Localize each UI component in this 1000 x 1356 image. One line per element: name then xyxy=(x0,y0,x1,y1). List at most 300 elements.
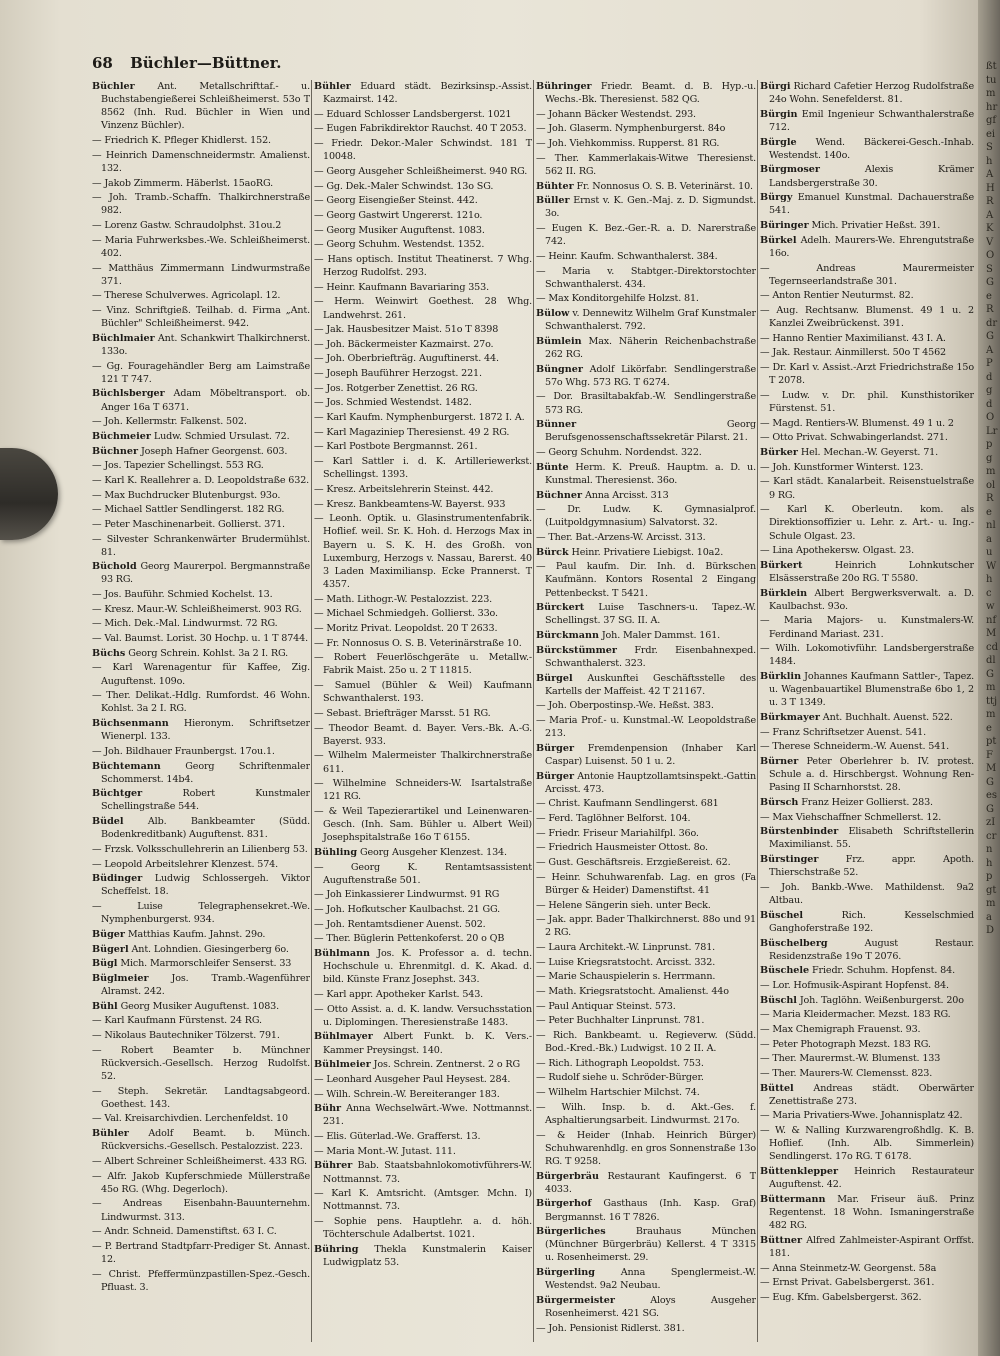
entry-surname: Büller xyxy=(536,195,570,207)
directory-entry: — Dr. Karl v. Assist.-Arzt Friedrichstraße 15o T 2078. xyxy=(760,362,974,387)
directory-entry: — Maria Kleidermacher. Mezst. 183 RG. xyxy=(760,1009,951,1021)
column-1 xyxy=(92,80,310,1342)
column-divider xyxy=(757,80,758,1342)
directory-entry: — Georg Schuhm. Nordendst. 322. xyxy=(536,447,702,459)
directory-entry: — Maria v. Stabtger.-Direktorstochter Schwanthalerst. 434. xyxy=(536,265,756,290)
entry-surname: Bürckert xyxy=(536,602,585,614)
directory-entry: — Joh. Viehkommiss. Rupperst. 81 RG. xyxy=(536,138,720,150)
directory-entry: Büchlsberger Adam Möbeltransport. ob. Anger 16a T 6371. xyxy=(92,388,310,413)
directory-entry: Büttenklepper Heinrich Restaurateur Auguftenst. 42. xyxy=(760,1166,974,1191)
entry-surname: Büchmeier xyxy=(92,430,151,442)
directory-entry: Bührer Bab. Staatsbahnlokomotivführers-W. Nottmannst. 73. xyxy=(314,1160,532,1185)
directory-entry: Bürker Hel. Mechan.-W. Geyerst. 71. xyxy=(760,447,939,459)
directory-entry: — Friedrich Hausmeister Ottost. 8o. xyxy=(536,842,708,854)
directory-entry: Bühlmayer Albert Funkt. b. K. Vers.-Kammer Preysingst. 140. xyxy=(314,1031,532,1056)
directory-entry: — Friedr. Dekor.-Maler Schwindst. 181 T 10048. xyxy=(314,138,532,163)
column-2 xyxy=(314,80,532,1342)
directory-entry: Bühler Eduard städt. Bezirksinsp.-Assist. Kazmairst. 142. xyxy=(314,81,532,106)
directory-entry: Bühringer Friedr. Beamt. d. B. Hyp.-u. Wechs.-Bk. Theresienst. 582 QG. xyxy=(536,81,756,106)
directory-entry: — Karl städt. Kanalarbeit. Reisenstuelstraße 9 RG. xyxy=(760,476,974,501)
directory-entry: — Karl Kaufm. Nymphenburgerst. 1872 I. A. xyxy=(314,412,525,424)
directory-entry: — Andreas Eisenbahn-Bauunternehm. Lindwurmst. 313. xyxy=(92,1198,310,1223)
directory-entry: Bürstinger Frz. appr. Apoth. Thierschstraße 52. xyxy=(760,854,974,879)
directory-entry: — Silvester Schrankenwärter Brudermühlst. 81. xyxy=(92,533,310,558)
directory-entry: Bümlein Max. Näherin Reichenbachstraße 262 RG. xyxy=(536,335,756,360)
directory-entry: Bünte Herm. K. Preuß. Hauptm. a. D. u. Kunstmal. Theresienst. 36o. xyxy=(536,461,756,486)
directory-entry: Büttermann Mar. Friseur äuß. Prinz Regentenst. 18 Wohn. Ismaningerstraße 482 RG. xyxy=(760,1193,974,1232)
entry-surname: Büchsenmann xyxy=(92,718,169,730)
directory-entry: — Anton Rentier Neuturmst. 82. xyxy=(760,290,914,302)
entry-surname: Bühlmeier xyxy=(314,1059,371,1071)
entry-surname: Bünte xyxy=(536,461,569,473)
directory-entry: — Karl Warenagentur für Kaffee, Zig. Auguftenst. 109o. xyxy=(92,662,310,687)
directory-entry: — Otto Privat. Schwabingerlandst. 271. xyxy=(760,432,948,444)
directory-entry: — Hans optisch. Institut Theatinerst. 7 Whg. Herzog Rudolfst. 293. xyxy=(314,253,532,279)
directory-entry: Bühler Adolf Beamt. b. Münch. Rückversichs.-Gesellsch. Pestalozzist. 223. xyxy=(92,1128,310,1153)
directory-entry: — Moritz Privat. Leopoldst. 20 T 2633. xyxy=(314,622,498,634)
entry-surname: Büchlsberger xyxy=(92,388,165,400)
directory-entry: — Joh. Bildhauer Fraunbergst. 17ou.1. xyxy=(92,745,275,757)
binding-tab xyxy=(0,448,58,540)
directory-entry: — Joh. Oberbriefträg. Auguftinerst. 44. xyxy=(314,353,499,365)
directory-entry: — Jos. Rotgerber Zenettist. 26 RG. xyxy=(314,382,478,394)
directory-entry: — & Heider (Inhab. Heinrich Bürger) Schuhwarenhdlg. en gros Sonnenstraße 13o RG. T 9258. xyxy=(536,1129,756,1167)
directory-entry: — Magd. Rentiers-W. Blumenst. 49 1 u. 2 xyxy=(760,417,954,429)
directory-entry: — Maria Mont.-W. Jutast. 111. xyxy=(314,1145,456,1157)
directory-entry: — Wilhelmine Schneiders-W. Isartalstraße 121 RG. xyxy=(314,778,532,803)
directory-entry: Bürck Heinr. Privatiere Liebigst. 10a2. xyxy=(536,546,724,558)
directory-entry: — Frzsk. Volksschullehrerin an Lilienberg 53. xyxy=(92,843,308,855)
directory-entry: Bürgin Emil Ingenieur Schwanthalerstraße 712. xyxy=(760,108,974,133)
entry-surname: Bühl xyxy=(92,1000,118,1012)
directory-entry: — Michael Sattler Sendlingerst. 182 RG. xyxy=(92,504,285,516)
entry-surname: Bürgerhof xyxy=(536,1198,592,1210)
directory-entry: — Elis. Güterlad.-We. Grafferst. 13. xyxy=(314,1131,481,1143)
directory-entry: Bühl Georg Musiker Auguftenst. 1083. xyxy=(92,1000,280,1012)
directory-entry: — Max Viehschaffner Schmellerst. 12. xyxy=(760,811,942,823)
directory-entry: Bürklein Albert Bergwerksverwalt. a. D. Kaulbachst. 93o. xyxy=(760,587,974,612)
directory-entry: — Maria Majors- u. Kunstmalers-W. Ferdinand Mariast. 231. xyxy=(760,615,974,640)
entry-surname: Büchner xyxy=(536,489,583,501)
directory-entry: — Nikolaus Bautechniker Tölzerst. 791. xyxy=(92,1029,280,1041)
directory-entry: Bürsch Franz Heizer Gollierst. 283. xyxy=(760,796,933,808)
entry-surname: Bührer xyxy=(314,1160,353,1172)
directory-entry: — Leopold Arbeitslehrer Klenzest. 574. xyxy=(92,858,279,870)
directory-entry: — Vinz. Schriftgieß. Teilhab. d. Firma „Ant. Büchler" Schleißheimerst. 942. xyxy=(92,305,310,330)
directory-entry: — Eugen Fabrikdirektor Rauchst. 40 T 2053. xyxy=(314,123,527,135)
directory-entry: — Eug. Kfm. Gabelsbergerst. 362. xyxy=(760,1291,922,1303)
entry-surname: Büschel xyxy=(760,909,804,921)
entry-surname: Büdel xyxy=(92,816,124,828)
directory-entry: — Max Konditorgehilfe Holzst. 81. xyxy=(536,293,699,305)
directory-entry: — Fr. Nonnosus O. S. B. Veterinärstraße 10. xyxy=(314,637,522,649)
entry-surname: Bürgermeister xyxy=(536,1294,615,1306)
directory-entry: — Maria Fuhrwerksbes.-We. Schleißheimerst. 402. xyxy=(92,234,310,259)
directory-entry: Bühter Fr. Nonnosus O. S. B. Veterinärst. 10. xyxy=(536,180,753,192)
directory-entry: — Georg Schuhm. Westendst. 1352. xyxy=(314,239,485,251)
directory-entry: — Karl K. Amtsricht. (Amtsger. Mchn. I) Nottmannst. 73. xyxy=(314,1188,532,1213)
entry-surname: Bürgerling xyxy=(536,1267,595,1279)
directory-entry: — Gg. Dek.-Maler Schwindst. 13o SG. xyxy=(314,180,494,192)
entry-surname: Büttel xyxy=(760,1082,794,1094)
entry-surname: Bünner xyxy=(536,419,577,431)
directory-entry: — Jos. Schmied Westendst. 1482. xyxy=(314,397,472,409)
directory-entry: — Lorenz Gastw. Schraudolphst. 31ou.2 xyxy=(92,220,282,232)
entry-surname: Büchtger xyxy=(92,788,143,800)
entry-surname: Bürckmann xyxy=(536,630,599,642)
directory-entry: Bülow v. Dennewitz Wilhelm Graf Kunstmaler Schwanthalerst. 792. xyxy=(536,308,756,333)
directory-entry: Bürgerhof Gasthaus (Inh. Kasp. Graf) Bergmannst. 16 T 7826. xyxy=(536,1198,756,1223)
directory-entry: Büschel Rich. Kesselschmied Ganghoferstraße 192. xyxy=(760,909,974,934)
directory-entry: — Wilh. Lokomotivführ. Landsbergerstraße 1484. xyxy=(760,643,974,668)
directory-entry: Bürckert Luise Taschners-u. Tapez.-W. Schellingst. 37 SG. II. A. xyxy=(536,602,756,627)
directory-entry: Bürgle Wend. Bäckerei-Gesch.-Inhab. Westendst. 140o. xyxy=(760,136,974,161)
directory-entry: Büringer Mich. Privatier Heßst. 391. xyxy=(760,220,941,232)
directory-entry: Büchs Georg Schrein. Kohlst. 3a 2 I. RG. xyxy=(92,647,289,659)
directory-entry: — Ferd. Taglöhner Belforst. 104. xyxy=(536,813,691,825)
directory-entry: — Matthäus Zimmermann Lindwurmstraße 371. xyxy=(92,262,310,287)
directory-entry: — Wilhelm Hartschier Milchst. 74. xyxy=(536,1087,700,1099)
directory-entry: — Georg Musiker Auguftenst. 1083. xyxy=(314,224,485,236)
directory-entry: — Dr. Ludw. K. Gymnasialprof. (Luitpoldgymnasium) Salvatorst. 32. xyxy=(536,504,756,529)
entry-surname: Büschelberg xyxy=(760,937,828,949)
directory-entry: — Andr. Schneid. Damenstiftst. 63 I. C. xyxy=(92,1226,277,1238)
entry-surname: Büschl xyxy=(760,994,797,1006)
directory-entry: — Joh. Rentamtsdiener Auenst. 502. xyxy=(314,918,486,930)
entry-surname: Bühr xyxy=(314,1103,342,1115)
entry-surname: Büger xyxy=(92,928,125,940)
directory-entry: — Karl K. Oberleutn. kom. als Direktionsoffizier u. Lehr. z. Art.- u. Ing.-Schule Olgast. 23. xyxy=(760,504,974,542)
directory-entry: Büchold Georg Maurerpol. Bergmannstraße 93 RG. xyxy=(92,561,310,586)
directory-entry: Bürgy Emanuel Kunstmal. Dachauerstraße 541. xyxy=(760,192,974,217)
facing-page-text: ßttumhrgfeiShAHRAKVOSGeRdrGAPdgdOLrpgmolRenlauWhcwnfMcddlGmttjmeptFMGesGzIcrnhpgtmaD xyxy=(986,61,998,936)
directory-entry: Bürklin Johannes Kaufmann Sattler-, Tapez. u. Wagenbauartikel Blumenstraße 6bo 1, 2 u. 3 T 1349. xyxy=(760,671,974,709)
directory-entry: — Ther. Bat.-Arzens-W. Arcisst. 313. xyxy=(536,532,706,543)
entry-surname: Büttermann xyxy=(760,1193,826,1205)
directory-entry: — Jak. Hausbesitzer Maist. 51o T 8398 xyxy=(314,324,499,336)
directory-entry: — Peter Photograph Mezst. 183 RG. xyxy=(760,1038,931,1050)
directory-entry: — & Weil Tapezierartikel und Leinenwaren-Gesch. (Inh. Sam. Bühler u. Albert Weil) Josephspitalstraße 16o T 6155. xyxy=(314,805,532,844)
directory-entry: — Max Chemigraph Frauenst. 93. xyxy=(760,1023,921,1035)
entry-surname: Bürger xyxy=(536,742,575,754)
directory-entry: — Friedrich K. Pfleger Khidlerst. 152. xyxy=(92,135,271,147)
directory-entry: — Rich. Lithograph Leopoldst. 753. xyxy=(536,1057,704,1069)
entry-surname: Bühring xyxy=(314,1243,359,1255)
entry-surname: Bügl xyxy=(92,958,118,970)
entry-surname: Büchold xyxy=(92,561,137,573)
column-4 xyxy=(760,80,974,1342)
directory-entry: — Kresz. Maur.-W. Schleißheimerst. 903 RG. xyxy=(92,603,302,615)
directory-entry: — Samuel (Bühler & Weil) Kaufmann Schwanthalerst. 193. xyxy=(314,680,532,705)
directory-entry: Bürgel Auskunftei Geschäftsstelle des Kartells der Maffeist. 42 T 21167. xyxy=(536,672,756,697)
running-title: Büchler—Büttner. xyxy=(130,54,282,72)
directory-entry: — Kresz. Arbeitslehrerin Steinst. 442. xyxy=(314,483,494,495)
directory-entry: — Gust. Geschäftsreis. Erzgießereist. 62. xyxy=(536,857,731,869)
directory-entry: Büglmeier Jos. Tramb.-Wagenführer Alramst. 242. xyxy=(92,972,310,997)
directory-entry: Bühring Thekla Kunstmalerin Kaiser Ludwigplatz 53. xyxy=(314,1243,532,1268)
directory-entry: — Wilh. Schrein.-W. Bereiteranger 183. xyxy=(314,1088,500,1100)
entry-surname: Bühringer xyxy=(536,81,592,92)
directory-entry: — Joh. Kellermstr. Falkenst. 502. xyxy=(92,416,247,428)
directory-entry: — Andreas Maurermeister Tegernseerlandstraße 301. xyxy=(760,262,974,287)
directory-entry: — Peter Maschinenarbeit. Gollierst. 371. xyxy=(92,518,285,530)
directory-entry: — Paul kaufm. Dir. Inh. d. Bürkschen Kaufmänn. Kontors Rosental 2 Eingang Pettenbeckst. T 5421. xyxy=(536,561,756,599)
entry-surname: Bürgel xyxy=(536,672,573,684)
directory-entry: — Ernst Privat. Gabelsbergerst. 361. xyxy=(760,1277,935,1289)
directory-entry: — Heinrich Damenschneidermstr. Amalienst. 132. xyxy=(92,149,310,174)
directory-entry: — Johann Bäcker Westendst. 293. xyxy=(536,108,696,120)
directory-entry: — P. Bertrand Stadtpfarr-Prediger St. Annast. 12. xyxy=(92,1240,310,1265)
entry-surname: Bürgle xyxy=(760,136,797,148)
directory-entry: — Wilh. Insp. b. d. Akt.-Ges. f. Asphaltierungsarbeit. Lindwurmst. 217o. xyxy=(536,1101,756,1126)
directory-entry: — Joh. Bankb.-Wwe. Mathildenst. 9a2 Altbau. xyxy=(760,881,974,907)
directory-entry: — Aug. Rechtsanw. Blumenst. 49 1 u. 2 Kanzlei Zweibrückenst. 391. xyxy=(760,305,974,330)
directory-entry: Büchner Anna Arcisst. 313 xyxy=(536,489,669,501)
entry-surname: Büringer xyxy=(760,220,809,232)
directory-entry: — Ther. Maurermst.-W. Blumenst. 133 xyxy=(760,1053,941,1065)
directory-entry: — Albert Schreiner Schleißheimerst. 433 RG. xyxy=(92,1155,307,1167)
directory-entry: — Joh. Glaserm. Nymphenburgerst. 84o xyxy=(536,123,726,135)
directory-entry: — Lina Apothekersw. Olgast. 23. xyxy=(760,545,915,557)
directory-entry: — Robert Beamter b. Münchner Rückversich.-Gesellsch. Herzog Rudolfst. 52. xyxy=(92,1044,310,1082)
entry-surname: Büngner xyxy=(536,363,583,375)
directory-entry: Bügl Mich. Marmorschleifer Senserst. 33 xyxy=(92,958,292,970)
entry-surname: Bürkert xyxy=(760,559,803,571)
directory-entry: Büller Ernst v. K. Gen.-Maj. z. D. Sigmundst. 3o. xyxy=(536,195,756,220)
directory-entry: — Joh. Tramb.-Schaffn. Thalkirchnerstraße 982. xyxy=(92,192,310,217)
directory-entry: Bürkert Heinrich Lohnkutscher Elsässerstraße 20o RG. T 5580. xyxy=(760,559,974,584)
entry-surname: Bürgi xyxy=(760,81,791,92)
directory-entry: — Franz Schriftsetzer Auenst. 541. xyxy=(760,726,926,738)
directory-entry: — Georg K. Rentamtsassistent Auguftenstraße 501. xyxy=(314,861,532,886)
directory-entry: Büger Matthias Kaufm. Jahnst. 29o. xyxy=(92,928,266,940)
entry-surname: Bürkmayer xyxy=(760,712,820,724)
directory-entry: — Rich. Bankbeamt. u. Regieverw. (Südd. Bod.-Kred.-Bk.) Ludwigst. 10 2 II. A. xyxy=(536,1029,756,1055)
directory-entry: — Leonhard Ausgeher Paul Heysest. 284. xyxy=(314,1073,511,1085)
directory-entry: Büttner Alfred Zahlmeister-Aspirant Orffst. 181. xyxy=(760,1234,974,1259)
directory-entry: Büngner Adolf Likörfabr. Sendlingerstraße 57o Whg. 573 RG. T 6274. xyxy=(536,363,756,388)
directory-entry: Bühling Georg Ausgeher Klenzest. 134. xyxy=(314,846,507,858)
directory-entry: — Ther. Maurers-W. Clemensst. 823. xyxy=(760,1067,933,1079)
directory-entry: — Eduard Schlosser Landsbergerst. 1021 xyxy=(314,108,512,120)
directory-entry: Bürgi Richard Cafetier Herzog Rudolfstraße 24o Wohn. Senefelderst. 81. xyxy=(760,81,974,106)
entry-surname: Bühler xyxy=(314,81,351,92)
directory-entry: — Joseph Bauführer Herzogst. 221. xyxy=(314,368,482,380)
directory-entry: Bürckstümmer Frdr. Eisenbahnexped. Schwanthalerst. 323. xyxy=(536,644,756,669)
directory-entry: Büchlmaier Ant. Schankwirt Thalkirchnerst. 133o. xyxy=(92,332,310,357)
directory-entry: Büchtger Robert Kunstmaler Schellingstraße 544. xyxy=(92,788,310,813)
directory-entry: — Joh. Pensionist Ridlerst. 381. xyxy=(536,1322,685,1334)
column-3 xyxy=(536,80,756,1342)
directory-entry: Bünner Georg Berufsgenossenschaftssekretär Pilarst. 21. xyxy=(536,419,756,444)
directory-entry: — Georg Eisengießer Steinst. 442. xyxy=(314,195,478,207)
entry-surname: Bürklin xyxy=(760,671,802,683)
directory-entry: — Joh. Hofkutscher Kaulbachst. 21 GG. xyxy=(314,904,501,916)
directory-entry: Bürstenbinder Elisabeth Schriftstellerin Maximilianst. 55. xyxy=(760,826,974,851)
entry-surname: Bürkel xyxy=(760,234,797,246)
directory-entry: Bügerl Ant. Lohndien. Giesingerberg 6o. xyxy=(92,943,289,955)
entry-surname: Bühlmann xyxy=(314,948,371,960)
page-number: 68 xyxy=(92,54,113,72)
entry-surname: Büchner xyxy=(92,445,139,457)
entry-surname: Bürsch xyxy=(760,796,799,808)
directory-entry: — Val. Baumst. Lorist. 30 Hochp. u. 1 T 8744. xyxy=(92,633,308,645)
entry-surname: Bühling xyxy=(314,846,358,858)
directory-entry: — Joh. Bäckermeister Kazmairst. 27o. xyxy=(314,338,494,350)
directory-entry: Büttel Andreas städt. Oberwärter Zenettistraße 273. xyxy=(760,1082,974,1107)
directory-entry: Büchsenmann Hieronym. Schriftsetzer Wienerpl. 133. xyxy=(92,718,310,743)
directory-entry: — Therese Schneiderm.-W. Auenst. 541. xyxy=(760,741,950,753)
directory-entry: Bürgerbräu Restaurant Kaufingerst. 6 T 4033. xyxy=(536,1170,756,1195)
entry-surname: Bürner xyxy=(760,756,799,767)
directory-entry: — Friedr. Friseur Mariahilfpl. 36o. xyxy=(536,827,699,839)
directory-entry: — Robert Feuerlöschgeräte u. Metallw.-Fabrik Maist. 25o u. 2 T 11815. xyxy=(314,652,532,677)
directory-entry: — Heinr. Kaufm. Schwanthalerst. 384. xyxy=(536,250,718,262)
directory-entry: Bürgerliches Brauhaus München (Münchner Bürgerbräu) Kellerst. 4 T 3315 u. Rosenheimerst. 29. xyxy=(536,1226,756,1264)
directory-entry: — Karl Kaufmann Fürstenst. 24 RG. xyxy=(92,1015,262,1027)
directory-entry: — Therese Schulverwes. Agricolapl. 12. xyxy=(92,290,281,302)
directory-entry: Büchtemann Georg Schriftenmaler Schommerst. 14b4. xyxy=(92,760,310,785)
directory-entry: — Karl appr. Apotheker Karlst. 543. xyxy=(314,989,484,1000)
entry-surname: Bümlein xyxy=(536,335,582,347)
entry-surname: Büchlmaier xyxy=(92,332,155,344)
directory-entry: Bühlmann Jos. K. Professor a. d. techn. Hochschule u. Ehrenmitgl. d. K. Akad. d. bild. Künste Franz Josephst. 343. xyxy=(314,948,532,986)
entry-surname: Bürklein xyxy=(760,587,808,599)
directory-entry: Bürgerling Anna Spenglermeist.-W. Westendst. 9a2 Neubau. xyxy=(536,1267,756,1292)
directory-entry: Bürger Antonie Hauptzollamtsinspekt.-Gattin Arcisst. 473. xyxy=(536,770,756,795)
directory-entry: — Gg. Fouragehändler Berg am Laimstraße 121 T 747. xyxy=(92,360,310,385)
column-divider xyxy=(533,80,534,1342)
entry-surname: Büglmeier xyxy=(92,972,149,984)
directory-entry: — Ludw. v. Dr. phil. Kunsthistoriker Fürstenst. 51. xyxy=(760,389,974,415)
entry-surname: Bürger xyxy=(536,770,575,782)
directory-entry: — Jak. Restaur. Ainmillerst. 50o T 4562 xyxy=(760,347,946,359)
directory-entry: — Anna Steinmetz-W. Georgenst. 58a xyxy=(760,1262,937,1274)
directory-entry: Büdinger Ludwig Schlossergeh. Viktor Scheffelst. 18. xyxy=(92,873,310,898)
directory-entry: — W. & Nalling Kurzwarengroßhdlg. K. B. Hoflief. (Inh. Alb. Simmerlein) Sendlingerst. 17o RG. T 6178. xyxy=(760,1125,974,1163)
entry-surname: Bürgerbräu xyxy=(536,1170,599,1182)
directory-entry: — Jak. appr. Bader Thalkirchnerst. 88o und 91 2 RG. xyxy=(536,914,756,939)
directory-entry: — Joh. Oberpostinsp.-We. Heßst. 383. xyxy=(536,700,714,712)
directory-entry: — Joh Einkassierer Lindwurmst. 91 RG xyxy=(314,889,500,901)
entry-surname: Bügerl xyxy=(92,943,129,955)
directory-entry: — Math. Lithogr.-W. Pestalozzist. 223. xyxy=(314,593,493,605)
column-divider xyxy=(311,80,312,1342)
directory-entry: Bürgermeister Aloys Ausgeher Rosenheimerst. 421 SG. xyxy=(536,1294,756,1320)
directory-entry: — Sebast. Briefträger Marsst. 51 RG. xyxy=(314,707,491,719)
directory-entry: — Val. Kreisarchivdien. Lerchenfeldst. 10 xyxy=(92,1113,288,1125)
entry-surname: Bühter xyxy=(536,180,574,192)
directory-entry: — Hanno Rentier Maximilianst. 43 I. A. xyxy=(760,332,946,344)
directory-entry: — Christ. Kaufmann Sendlingerst. 681 xyxy=(536,798,719,810)
directory-entry: Bühlmeier Jos. Schrein. Zentnerst. 2 o RG xyxy=(314,1059,520,1071)
entry-surname: Bürstinger xyxy=(760,854,819,866)
directory-entry: Bürkel Adelh. Maurers-We. Ehrengutstraße 16o. xyxy=(760,234,974,259)
directory-entry: — Jos. Bauführ. Schmied Kochelst. 13. xyxy=(92,589,273,601)
entry-surname: Büchtemann xyxy=(92,760,161,772)
directory-entry: — Laura Architekt.-W. Linprunst. 781. xyxy=(536,942,716,954)
directory-entry: — Luise Kriegsratstocht. Arcisst. 332. xyxy=(536,956,716,968)
directory-entry: — Rudolf siehe u. Schröder-Bürger. xyxy=(536,1072,704,1084)
entry-surname: Bürstenbinder xyxy=(760,826,839,838)
directory-entry: — Eugen K. Bez.-Ger.-R. a. D. Narerstraße 742. xyxy=(536,223,756,248)
directory-entry: Büschl Joh. Taglöhn. Weißenburgerst. 20o xyxy=(760,994,964,1006)
directory-entry: — Maria Prof.- u. Kunstmal.-W. Leopoldstraße 213. xyxy=(536,715,756,740)
directory-entry: — Heinr. Kaufmann Bavariaring 353. xyxy=(314,281,489,293)
directory-entry: Büchmeier Ludw. Schmied Ursulast. 72. xyxy=(92,430,290,442)
directory-entry: — Christ. Pfeffermünzpastillen-Spez.-Gesch. Pfluast. 3. xyxy=(92,1268,310,1293)
directory-entry: — Alfr. Jakob Kupferschmiede Müllerstraße 45o RG. (Whg. Degerloch). xyxy=(92,1170,310,1195)
directory-entry: — Helene Sängerin sieh. unter Beck. xyxy=(536,899,711,911)
directory-entry: Büchner Joseph Hafner Georgenst. 603. xyxy=(92,445,288,457)
directory-entry: — Joh. Kunstformer Winterst. 123. xyxy=(760,461,924,473)
directory-entry: — Peter Buchhalter Linprunst. 781. xyxy=(536,1015,705,1027)
directory-entry: — Mich. Dek.-Mal. Lindwurmst. 72 RG. xyxy=(92,618,278,630)
directory-entry: — Karl Postbote Bergmannst. 261. xyxy=(314,441,478,453)
directory-entry: Bürner Peter Oberlehrer b. IV. protest. Schule a. d. Hirschbergst. Wohnung Ren-Pasing II Scharnhorstst. 28. xyxy=(760,756,974,794)
directory-entry: Bürkmayer Ant. Buchhalt. Auenst. 522. xyxy=(760,712,953,724)
directory-entry: — Georg Ausgeher Schleißheimerst. 940 RG. xyxy=(314,165,528,177)
directory-entry: — Ther. Delikat.-Hdlg. Rumfordst. 46 Wohn. Kohlst. 3a 2 I. RG. xyxy=(92,690,310,715)
entry-surname: Büchler xyxy=(92,81,135,92)
entry-surname: Bürker xyxy=(760,447,798,459)
directory-entry: — Georg Gastwirt Ungererst. 121o. xyxy=(314,209,483,221)
directory-entry: — Lor. Hofmusik-Aspirant Hopfenst. 84. xyxy=(760,980,949,991)
entry-surname: Büdinger xyxy=(92,873,143,885)
directory-entry: — Maria Privatiers-Wwe. Johannisplatz 42. xyxy=(760,1110,963,1122)
directory-entry: — Marie Schauspielerin s. Herrmann. xyxy=(536,971,716,983)
directory-entry: Bürckmann Joh. Maler Dammst. 161. xyxy=(536,630,721,642)
directory-entry: — Michael Schmiedgeh. Gollierst. 33o. xyxy=(314,608,498,620)
directory-entry: — Karl K. Reallehrer a. D. Leopoldstraße 632. xyxy=(92,474,310,486)
directory-entry: Büschele Friedr. Schuhm. Hopfenst. 84. xyxy=(760,965,955,977)
directory-entry: — Karl Magaziniер Theresienst. 49 2 RG. xyxy=(314,426,510,438)
entry-surname: Bürgy xyxy=(760,192,793,204)
directory-entry: Bühr Anna Wechselwärt.-Wwe. Nottmannst. 231. xyxy=(314,1103,532,1128)
entry-surname: Bürgin xyxy=(760,108,798,120)
directory-entry: — Karl Sattler i. d. K. Artilleriewerkst. Schellingst. 1393. xyxy=(314,456,532,481)
directory-entry: Büdel Alb. Bankbeamter (Südd. Bodenkreditbank) Auguftenst. 831. xyxy=(92,816,310,841)
directory-entry: Büschelberg August Restaur. Residenzstraße 19o T 2076. xyxy=(760,937,974,962)
directory-entry: — Sophie pens. Hauptlehr. a. d. höh. Töchterschule Adalbertst. 1021. xyxy=(314,1216,532,1241)
directory-entry: — Theodor Beamt. d. Bayer. Vers.-Bk. A.-G. Bayerst. 933. xyxy=(314,722,532,747)
page-header xyxy=(92,54,392,74)
directory-entry: Bürgmoser Alexis Krämer Landsbergerstraße 30. xyxy=(760,164,974,189)
directory-entry: — Luise Telegraphensekret.-We. Nymphenburgerst. 934. xyxy=(92,901,310,926)
directory-entry: — Jos. Tapezier Schellingst. 553 RG. xyxy=(92,460,264,472)
entry-surname: Büchs xyxy=(92,647,126,659)
directory-entry: Bürger Fremdenpension (Inhaber Karl Caspar) Luisenst. 50 1 u. 2. xyxy=(536,742,756,767)
directory-entry: — Ther. Büglerin Pettenkoferst. 20 o QB xyxy=(314,933,505,945)
directory-entry: — Otto Assist. a. d. K. landw. Versuchsstation u. Diplomingen. Theresienstraße 1483. xyxy=(314,1003,532,1028)
directory-entry: — Herm. Weinwirt Goethest. 28 Whg. Landwehrst. 261. xyxy=(314,296,532,321)
directory-entry: — Wilhelm Malermeister Thalkirchnerstraße 611. xyxy=(314,750,532,775)
entry-surname: Bürck xyxy=(536,546,569,558)
entry-surname: Bülow xyxy=(536,308,570,319)
directory-entry: — Math. Kriegsratstocht. Amalienst. 44o xyxy=(536,986,729,997)
directory-entry: — Steph. Sekretär. Landtagsabgeord. Goethest. 143. xyxy=(92,1085,310,1110)
directory-entry: — Dor. Brasiltabakfab.-W. Sendlingerstraße 573 RG. xyxy=(536,391,756,416)
directory-entry: — Ther. Kammerlakais-Witwe Theresienst. 562 II. RG. xyxy=(536,152,756,177)
entry-surname: Büschele xyxy=(760,965,810,977)
entry-surname: Bürckstümmer xyxy=(536,644,617,656)
entry-surname: Büttenklepper xyxy=(760,1166,838,1178)
directory-entry: — Paul Antiquar Steinst. 573. xyxy=(536,1000,676,1012)
directory-entry: — Jakob Zimmerm. Häberlst. 15aoRG. xyxy=(92,177,274,189)
entry-surname: Bürgerliches xyxy=(536,1226,606,1238)
directory-entry: — Heinr. Schuhwarenfab. Lag. en gros (Fa Bürger & Heider) Damenstiftst. 41 xyxy=(536,871,756,896)
directory-entry: — Leonh. Optik. u. Glasinstrumentenfabrik. Hoflief. weil. Sr. K. Hoh. d. Herzogs Max in Bayern u. S. K. H. des Großh. von Luxemburg, Herzogs v. Nassau, Barerst. 40 3 Laden Maximiliansp. Ecke Prannerst. T 4357. xyxy=(314,513,532,590)
